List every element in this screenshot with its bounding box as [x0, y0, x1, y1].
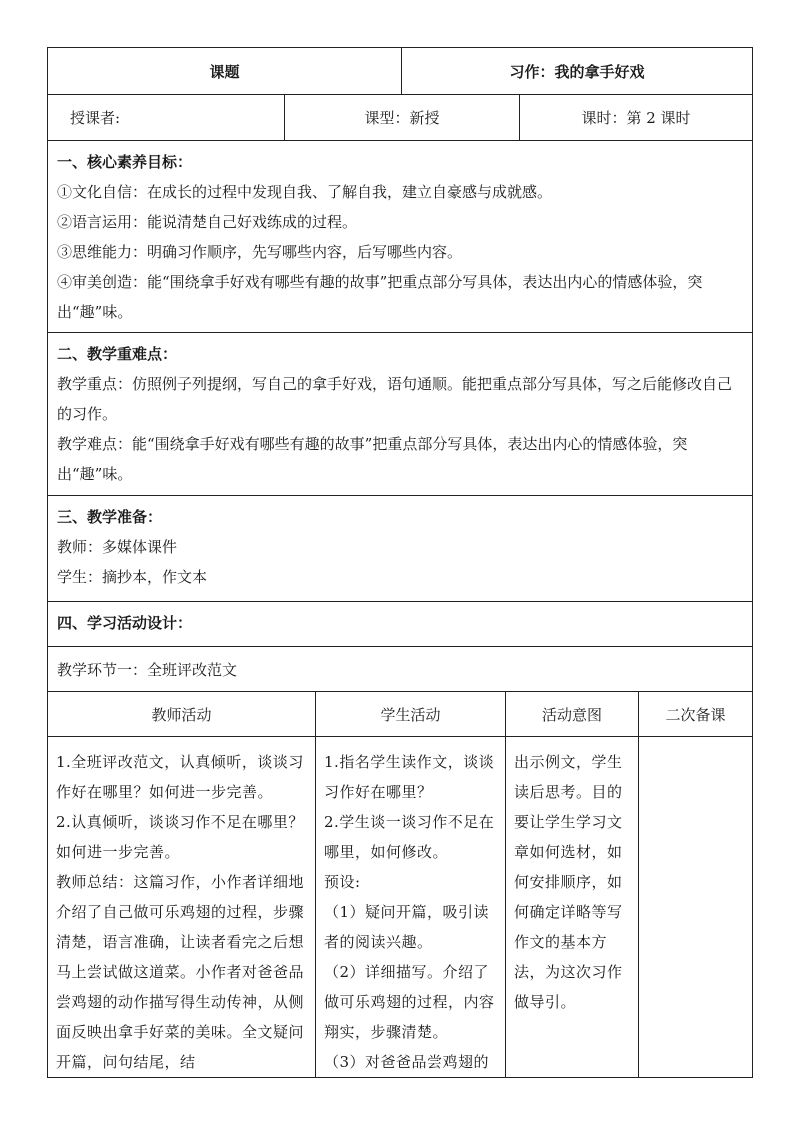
topic-label: 课题	[209, 62, 240, 81]
teaching-step-row	[47, 646, 753, 691]
core-literacy-section	[47, 140, 753, 332]
teaching-step: 教学环节一：全班评改范文	[57, 661, 238, 679]
lesson-type: 课型：新授	[284, 95, 519, 140]
second-prep-cell	[638, 737, 752, 1077]
key-points-section	[47, 332, 753, 495]
goal-item: ②语言运用：能说清楚自己好戏练成的过程。	[57, 213, 358, 231]
section-title: 四、学习活动设计：	[57, 614, 193, 632]
teacher-activity-item: 教师总结：这篇习作，小作者详细地介绍了自己做可乐鸡翅的过程，步骤清楚，语言准确，让读者看完之后想马上尝试做这道菜。小作者对爸爸品尝鸡翅的动作描写得生动传神，从侧面反映出拿手好菜的美味。全文疑问开篇，问句结尾，结	[56, 873, 305, 1071]
activity-intent-text: 出示例文，学生读后思考。目的要让学生学习文章如何选材，如何安排顺序，如何确定详略等写作文的基本方法，为这次习作做导引。	[514, 753, 623, 1011]
prep-item: 学生：摘抄本，作文本	[57, 568, 208, 586]
teacher-activity-item: 1.全班评改范文，认真倾听，谈谈习作好在哪里？如何进一步完善。	[56, 753, 304, 801]
topic-value: 习作：我的拿手好戏	[401, 48, 752, 94]
header-student-activity: 学生活动	[315, 692, 505, 736]
section-title: 二、教学重难点：	[57, 345, 178, 363]
student-activity-cell	[315, 737, 505, 1077]
section-title: 一、核心素养目标：	[57, 153, 193, 171]
header-teacher-activity: 教师活动	[151, 705, 212, 724]
lesson-hours: 课时：第 2 课时	[519, 95, 752, 140]
section-title: 三、教学准备：	[57, 508, 163, 526]
student-activity-item: （1）疑问开篇，吸引读者的阅读兴趣。	[324, 903, 490, 951]
goal-item: ④审美创造：能“围绕拿手好戏有哪些有趣的故事”把重点部分写具体，表达出内心的情感体验，突出“趣”味。	[57, 273, 703, 321]
goal-item: ①文化自信：在成长的过程中发现自我、了解自我，建立自豪感与成就感。	[57, 183, 553, 201]
activity-intent-cell	[505, 737, 638, 1077]
lesson-info-row	[47, 94, 753, 140]
header-activity-intent: 活动意图	[505, 692, 638, 736]
student-activity-item: 1.指名学生读作文，谈谈习作好在哪里？	[324, 753, 495, 801]
key-point-item: 教学重点：仿照例子列提纲，写自己的拿手好戏，语句通顺。能把重点部分写具体，写之后能修改自己的习作。	[57, 375, 733, 423]
student-activity-item: 预设:	[324, 873, 361, 891]
student-activity-item: （2）详细描写。介绍了做可乐鸡翅的过程，内容翔实，步骤清楚。	[324, 963, 495, 1041]
activity-table-body	[47, 736, 753, 1078]
preparation-section	[47, 495, 753, 601]
lesson-plan	[47, 47, 753, 1078]
teacher-field: 授课者:	[70, 109, 121, 127]
activity-design-section	[47, 601, 753, 646]
student-activity-item: （3）对爸爸品尝鸡翅的	[324, 1053, 490, 1071]
teacher-activity-item: 2.认真倾听，谈谈习作不足在哪里？如何进一步完善。	[56, 813, 304, 861]
teacher-activity-cell	[48, 737, 315, 1077]
key-point-item: 教学难点：能“围绕拿手好戏有哪些有趣的故事”把重点部分写具体，表达出内心的情感体验，突出“趣”味。	[57, 435, 688, 483]
topic-row	[47, 47, 753, 94]
header-second-prep: 二次备课	[638, 692, 752, 736]
activity-table-header	[47, 691, 753, 736]
goal-item: ③思维能力：明确习作顺序，先写哪些内容，后写哪些内容。	[57, 243, 463, 261]
student-activity-item: 2.学生谈一谈习作不足在哪里，如何修改。	[324, 813, 495, 861]
prep-item: 教师：多媒体课件	[57, 538, 178, 556]
